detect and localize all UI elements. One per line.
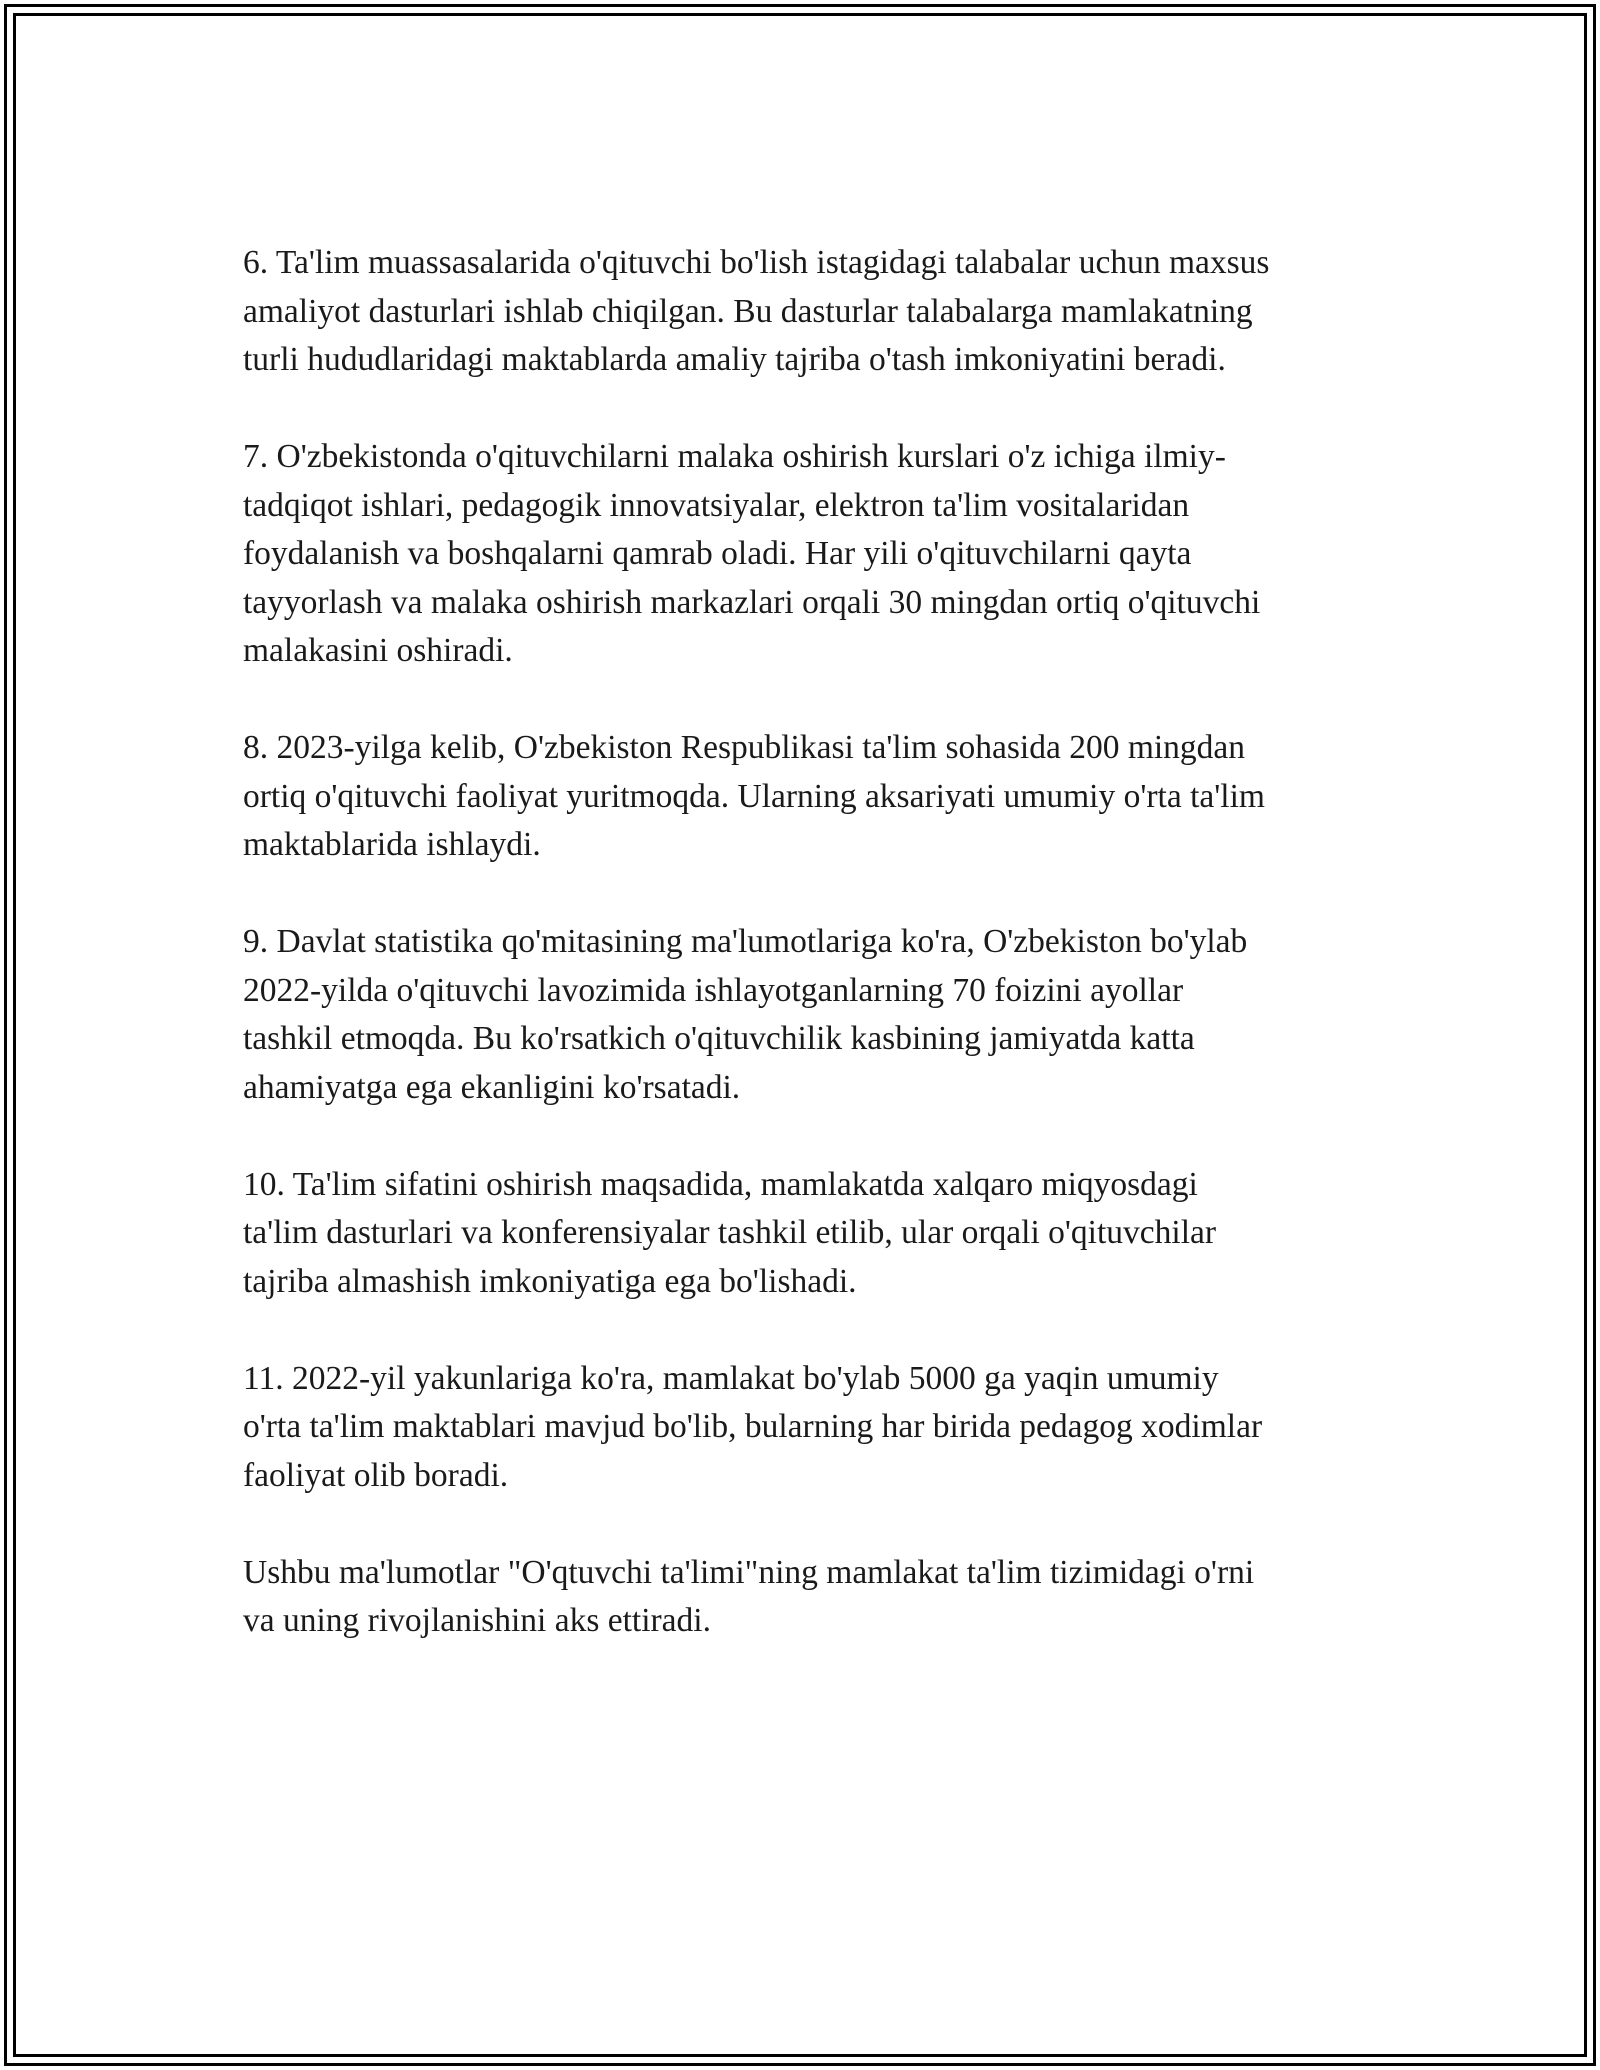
paragraph-item-7: 7. O'zbekistonda o'qituvchilarni malaka oshirish kurslari o'z ichiga ilmiy- tadqiqot ishlari, pedagogik innovatsiyalar, elektron ta'lim vositalaridan foydalanish va boshqalarni qamrab oladi. Har yili o'qituvchilarni qayta tayyorlash va malaka oshirish markazlari orqali 30 mingdan ortiq o'qituvchi malakasini oshiradi. bbox=[243, 438, 1261, 669]
paragraph-item-9: 9. Davlat statistika qo'mitasining ma'lumotlariga ko'ra, O'zbekiston bo'ylab 2022-yilda o'qituvchi lavozimida ishlayotganlarning 70 foizini ayollar tashkil etmoqda. Bu ko'rsatkich o'qituvchilik kasbining jamiyatda katta ahamiyatga ega ekanligini ko'rsatadi. bbox=[243, 923, 1248, 1106]
paragraph-item-6: 6. Ta'lim muassasalarida o'qituvchi bo'lish istagidagi talabalar uchun maxsus amaliyot dasturlari ishlab chiqilgan. Bu dasturlar talabalarga mamlakatning turli hududlaridagi maktablarda amaliy tajriba o'tash imkoniyatini beradi. bbox=[243, 244, 1270, 378]
paragraph-item-8: 8. 2023-yilga kelib, O'zbekiston Respublikasi ta'lim sohasida 200 mingdan ortiq o'qituvchi faoliyat yuritmoqda. Ularning aksariyati umumiy o'rta ta'lim maktablarida ishlaydi. bbox=[243, 729, 1265, 863]
page-frame bbox=[4, 4, 1596, 2066]
closing-paragraph: Ushbu ma'lumotlar "O'qtuvchi ta'limi"ning mamlakat ta'lim tizimidagi o'rni va uning rivojlanishini aks ettiradi. bbox=[243, 1553, 1255, 1639]
document-body bbox=[243, 239, 1383, 1694]
paragraph-item-11: 11. 2022-yil yakunlariga ko'ra, mamlakat bo'ylab 5000 ga yaqin umumiy o'rta ta'lim maktablari mavjud bo'lib, bularning har birida pedagog xodimlar faoliyat olib boradi. bbox=[243, 1359, 1263, 1494]
paragraph-item-10: 10. Ta'lim sifatini oshirish maqsadida, mamlakatda xalqaro miqyosdagi ta'lim dasturlari va konferensiyalar tashkil etilib, ular orqali o'qituvchilar tajriba almashish imkoniyatiga ega bo'lishadi. bbox=[243, 1165, 1217, 1300]
